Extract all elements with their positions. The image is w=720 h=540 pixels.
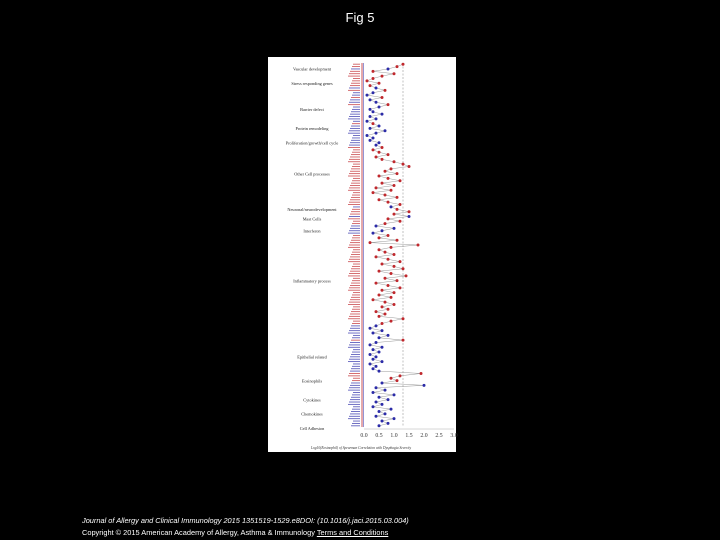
data-point [402,317,405,320]
data-point [402,267,405,270]
x-axis-label: Log10(Eosinophil) of Spearman Correlation with Dysphagia Severity [310,446,412,450]
citation-text: Journal of Allergy and Clinical Immunology 2015 1351519-1529.e8DOI: (10.1016/j.jaci.2015.03.004) [82,516,409,525]
data-point [369,327,372,330]
data-point [399,203,402,206]
x-tick-label: 1.0 [390,433,398,439]
data-point [375,365,378,368]
data-point [408,165,411,168]
group-labels [286,67,339,431]
group-label: Inflammatory process [293,278,331,284]
data-point [384,389,387,392]
data-point [396,239,399,242]
data-point [369,108,372,111]
data-point [408,210,411,213]
data-point [387,308,390,311]
footer [82,515,409,539]
data-point [369,115,372,118]
data-point [381,289,384,292]
data-point [378,125,381,128]
data-point [375,415,378,418]
data-point [423,384,426,387]
data-point [396,279,399,282]
data-point [375,282,378,285]
data-point [369,139,372,142]
data-point [375,224,378,227]
data-point [378,106,381,109]
data-point [378,293,381,296]
data-point [375,132,378,135]
data-point [375,86,378,89]
data-point [390,377,393,380]
data-point [387,103,390,106]
group-label: Vascular development [292,66,332,72]
data-point [372,91,375,94]
data-point [381,158,384,161]
group-label: Stress responding genes [291,81,333,87]
data-point [405,274,408,277]
data-point [384,89,387,92]
data-point [378,351,381,354]
data-point [396,196,399,199]
data-point [372,70,375,73]
data-point [372,358,375,361]
data-point [372,122,375,125]
data-point [393,160,396,163]
data-point [417,244,420,247]
data-point [372,191,375,194]
data-point [387,217,390,220]
data-point [381,229,384,232]
data-point [375,341,378,344]
data-point [372,232,375,235]
data-point [390,167,393,170]
data-point [372,77,375,80]
data-point [378,336,381,339]
data-point [378,270,381,273]
data-point [381,381,384,384]
data-point [375,386,378,389]
data-point [366,120,369,123]
data-point [402,339,405,342]
data-point [366,94,369,97]
data-point [384,312,387,315]
data-point [372,332,375,335]
data-point [369,353,372,356]
data-point [381,305,384,308]
figure-panel [268,57,456,452]
data-point [381,360,384,363]
data-point [420,372,423,375]
figure-title: Fig 5 [345,10,375,25]
data-point [396,208,399,211]
data-point [384,277,387,280]
data-point [390,205,393,208]
data-point [375,186,378,189]
data-point [378,175,381,178]
data-point [396,379,399,382]
data-point [402,163,405,166]
group-label: Interferon [303,228,321,234]
group-label: Proliferation/growth/cell cycle [285,140,339,146]
data-point [381,113,384,116]
data-point [396,65,399,68]
data-point [375,401,378,404]
data-point [384,301,387,304]
data-point [378,315,381,318]
data-point [378,370,381,373]
data-point [393,393,396,396]
data-point [390,296,393,299]
x-tick-label: 0.0 [360,433,368,439]
data-point [384,251,387,254]
x-tick-label: 2.5 [435,433,443,439]
data-point [381,182,384,185]
data-point [387,201,390,204]
data-point [381,420,384,423]
data-point [402,63,405,66]
data-point [384,170,387,173]
data-point [399,260,402,263]
data-point [387,422,390,425]
data-point [387,284,390,287]
data-point [381,346,384,349]
row-label-ticks [348,64,360,426]
data-point [378,410,381,413]
data-point [375,155,378,158]
data-point [393,303,396,306]
data-point [387,334,390,337]
data-point [381,96,384,99]
group-label: Other Cell processes [294,171,330,177]
data-point [393,72,396,75]
group-label: Mast Cells [302,216,322,222]
data-point [381,146,384,149]
group-label: Protein remodeling [295,126,329,132]
data-point [372,136,375,139]
data-point [384,194,387,197]
data-point [378,151,381,154]
data-point [399,179,402,182]
data-point [378,424,381,427]
data-point [390,408,393,411]
x-tick-label: 3.0 [450,433,458,439]
data-point [369,362,372,365]
data-point [375,355,378,358]
data-point [369,241,372,244]
data-point [399,220,402,223]
group-label: Epithelial related [297,354,327,360]
group-label: Chemokines [301,411,323,417]
data-point [375,255,378,258]
data-point [369,127,372,130]
forest-scatter-chart [268,57,456,452]
data-point [387,177,390,180]
data-point [390,320,393,323]
data-point [378,248,381,251]
data-point [393,291,396,294]
data-point [399,286,402,289]
data-point [408,215,411,218]
data-points [366,63,426,428]
data-point [369,84,372,87]
terms-link[interactable]: Terms and Conditions [316,528,389,537]
data-point [381,263,384,266]
data-point [369,343,372,346]
data-point [375,101,378,104]
data-point [393,417,396,420]
data-point [393,184,396,187]
data-point [372,148,375,151]
x-tick-label: 2.0 [420,433,428,439]
data-point [381,403,384,406]
data-point [375,117,378,120]
data-point [393,253,396,256]
data-point [366,79,369,82]
data-point [393,213,396,216]
x-tick-label: 1.5 [405,433,413,439]
data-point [378,236,381,239]
data-point [375,144,378,147]
copyright-text: Copyright © 2015 American Academy of Allergy, Asthma & Immunology [82,528,315,537]
data-point [387,234,390,237]
data-point [393,227,396,230]
data-point [372,298,375,301]
data-point [378,198,381,201]
data-point [375,310,378,313]
data-point [372,405,375,408]
data-point [390,189,393,192]
data-point [393,265,396,268]
data-point [390,246,393,249]
data-point [387,153,390,156]
data-point [378,396,381,399]
data-point [372,367,375,370]
data-point [384,412,387,415]
group-label: Barrier defect [300,107,324,113]
data-point [369,98,372,101]
data-point [372,391,375,394]
group-label: Cell Adhesion [299,425,325,431]
data-point [384,129,387,132]
data-point [378,141,381,144]
data-point [399,374,402,377]
data-point [378,82,381,85]
data-point [372,110,375,113]
group-label: Cytokines [303,397,321,403]
data-point [387,67,390,70]
copyright-line [82,527,409,539]
data-point [381,322,384,325]
data-point [366,134,369,137]
data-point [396,172,399,175]
x-tick-labels [360,433,457,439]
group-label: Neuronal/neurodevelopment [287,207,337,213]
group-label: Eosinophils [301,378,323,384]
data-point [381,329,384,332]
data-point [387,398,390,401]
data-point [387,258,390,261]
data-point [381,75,384,78]
data-point [372,348,375,351]
data-point [390,272,393,275]
x-tick-label: 0.5 [375,433,383,439]
data-point [384,222,387,225]
data-point [375,324,378,327]
